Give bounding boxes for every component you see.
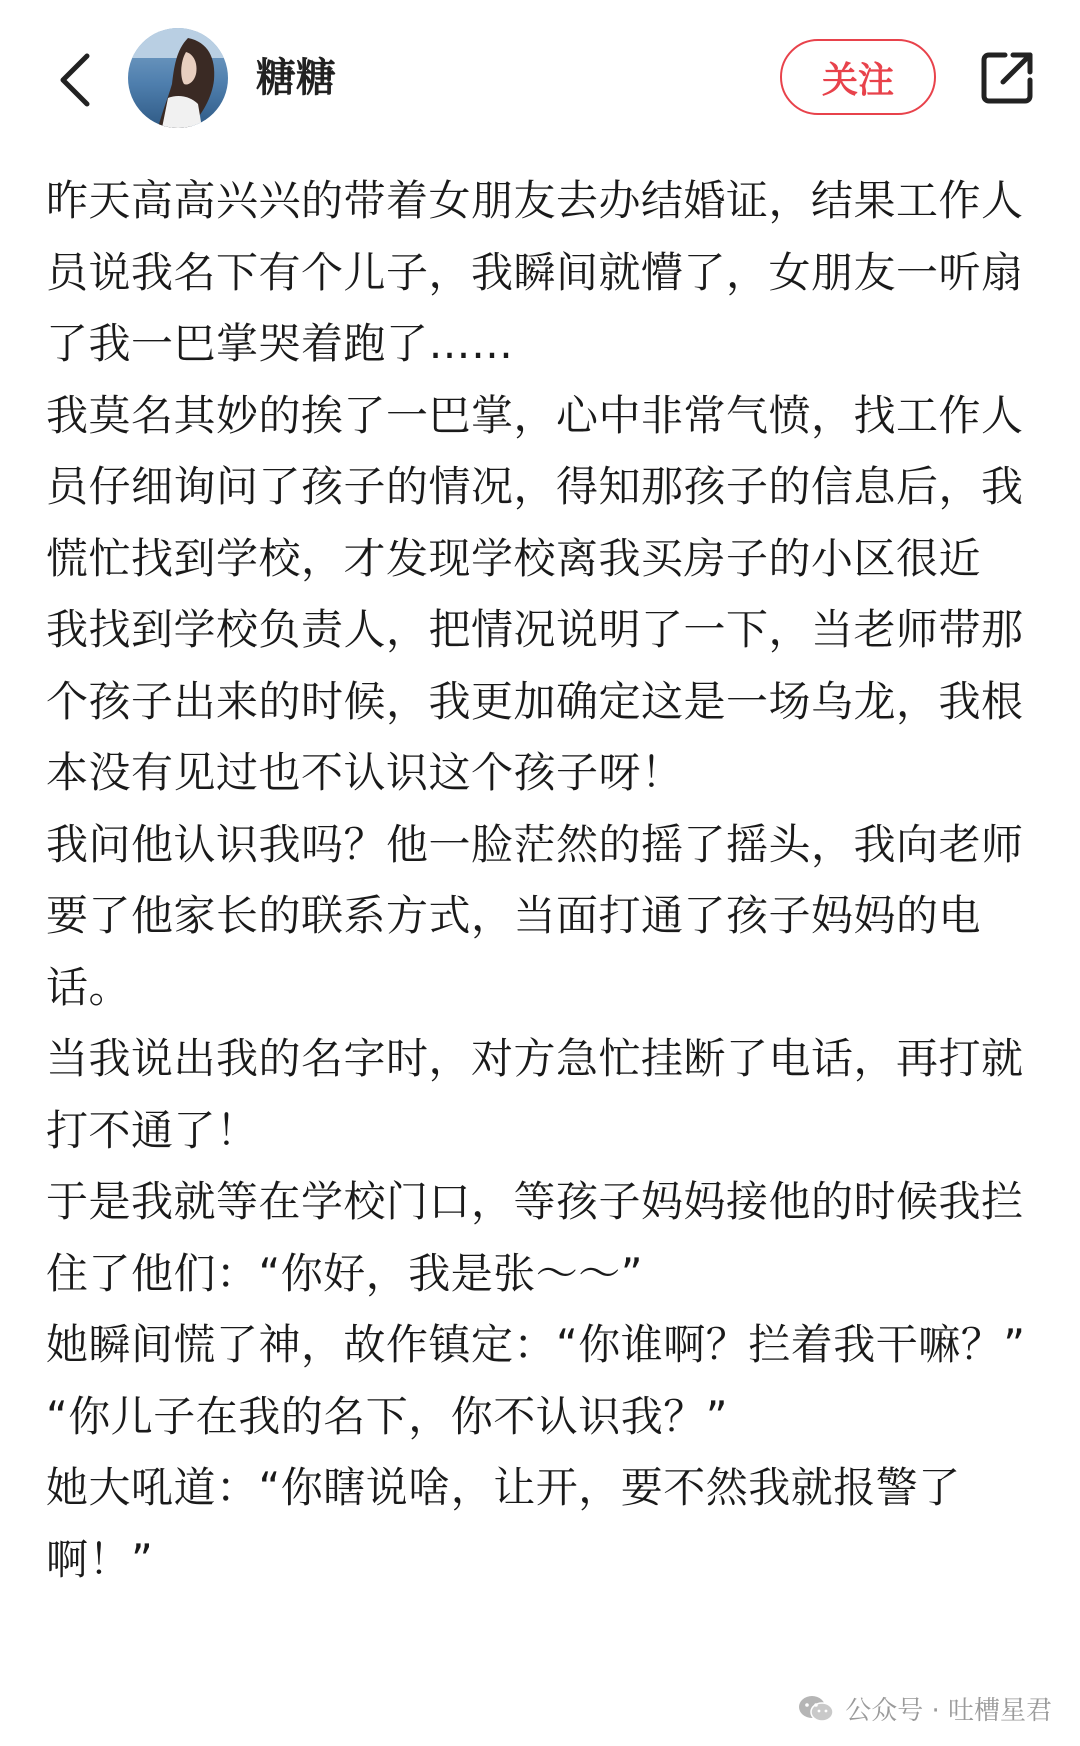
post-paragraph: 她瞬间慌了神，故作镇定：“你谁啊？拦着我干嘛？” — [46, 1320, 1026, 1369]
post-body — [46, 165, 1046, 1595]
share-button[interactable] — [975, 44, 1039, 112]
username[interactable]: 糖糖 — [256, 55, 336, 101]
post-paragraph: 我莫名其妙的挨了一巴掌，心中非常气愤，找工作人员仔细询问了孩子的情况，得知那孩子的信息后，我慌忙找到学校，才发现学校离我买房子的小区很近 — [46, 390, 1024, 583]
wechat-icon — [797, 1694, 835, 1724]
watermark — [797, 1690, 1052, 1727]
chevron-left-icon — [55, 50, 95, 110]
avatar-image — [128, 28, 228, 128]
post-paragraph: 于是我就等在学校门口，等孩子妈妈接他的时候我拦住了他们：“你好，我是张～～” — [46, 1177, 1024, 1298]
post-paragraph: 我问他认识我吗？他一脸茫然的摇了摇头，我向老师要了他家长的联系方式，当面打通了孩子妈妈的电话。 — [46, 819, 1024, 1012]
post-paragraph: 我找到学校负责人，把情况说明了一下，当老师带那个孩子出来的时候，我更加确定这是一场乌龙，我根本没有见过也不认识这个孩子呀！ — [46, 605, 1024, 797]
post-paragraph: “你儿子在我的名下，你不认识我？” — [46, 1391, 729, 1441]
avatar[interactable] — [128, 28, 228, 128]
post-paragraph: 昨天高高兴兴的带着女朋友去办结婚证，结果工作人员说我名下有个儿子，我瞬间就懵了，女朋友一听扇了我一巴掌哭着跑了…… — [46, 176, 1024, 368]
back-button[interactable] — [40, 40, 110, 120]
post-paragraph: 当我说出我的名字时，对方急忙挂断了电话，再打就打不通了！ — [46, 1034, 1024, 1155]
watermark-text: 公众号 · 吐槽星君 — [845, 1696, 1052, 1726]
follow-button[interactable]: 关注 — [780, 39, 936, 115]
share-external-icon — [979, 50, 1035, 106]
post-paragraph: 她大吼道：“你瞎说啥，让开，要不然我就报警了啊！” — [46, 1463, 961, 1584]
post-header — [0, 0, 1080, 160]
